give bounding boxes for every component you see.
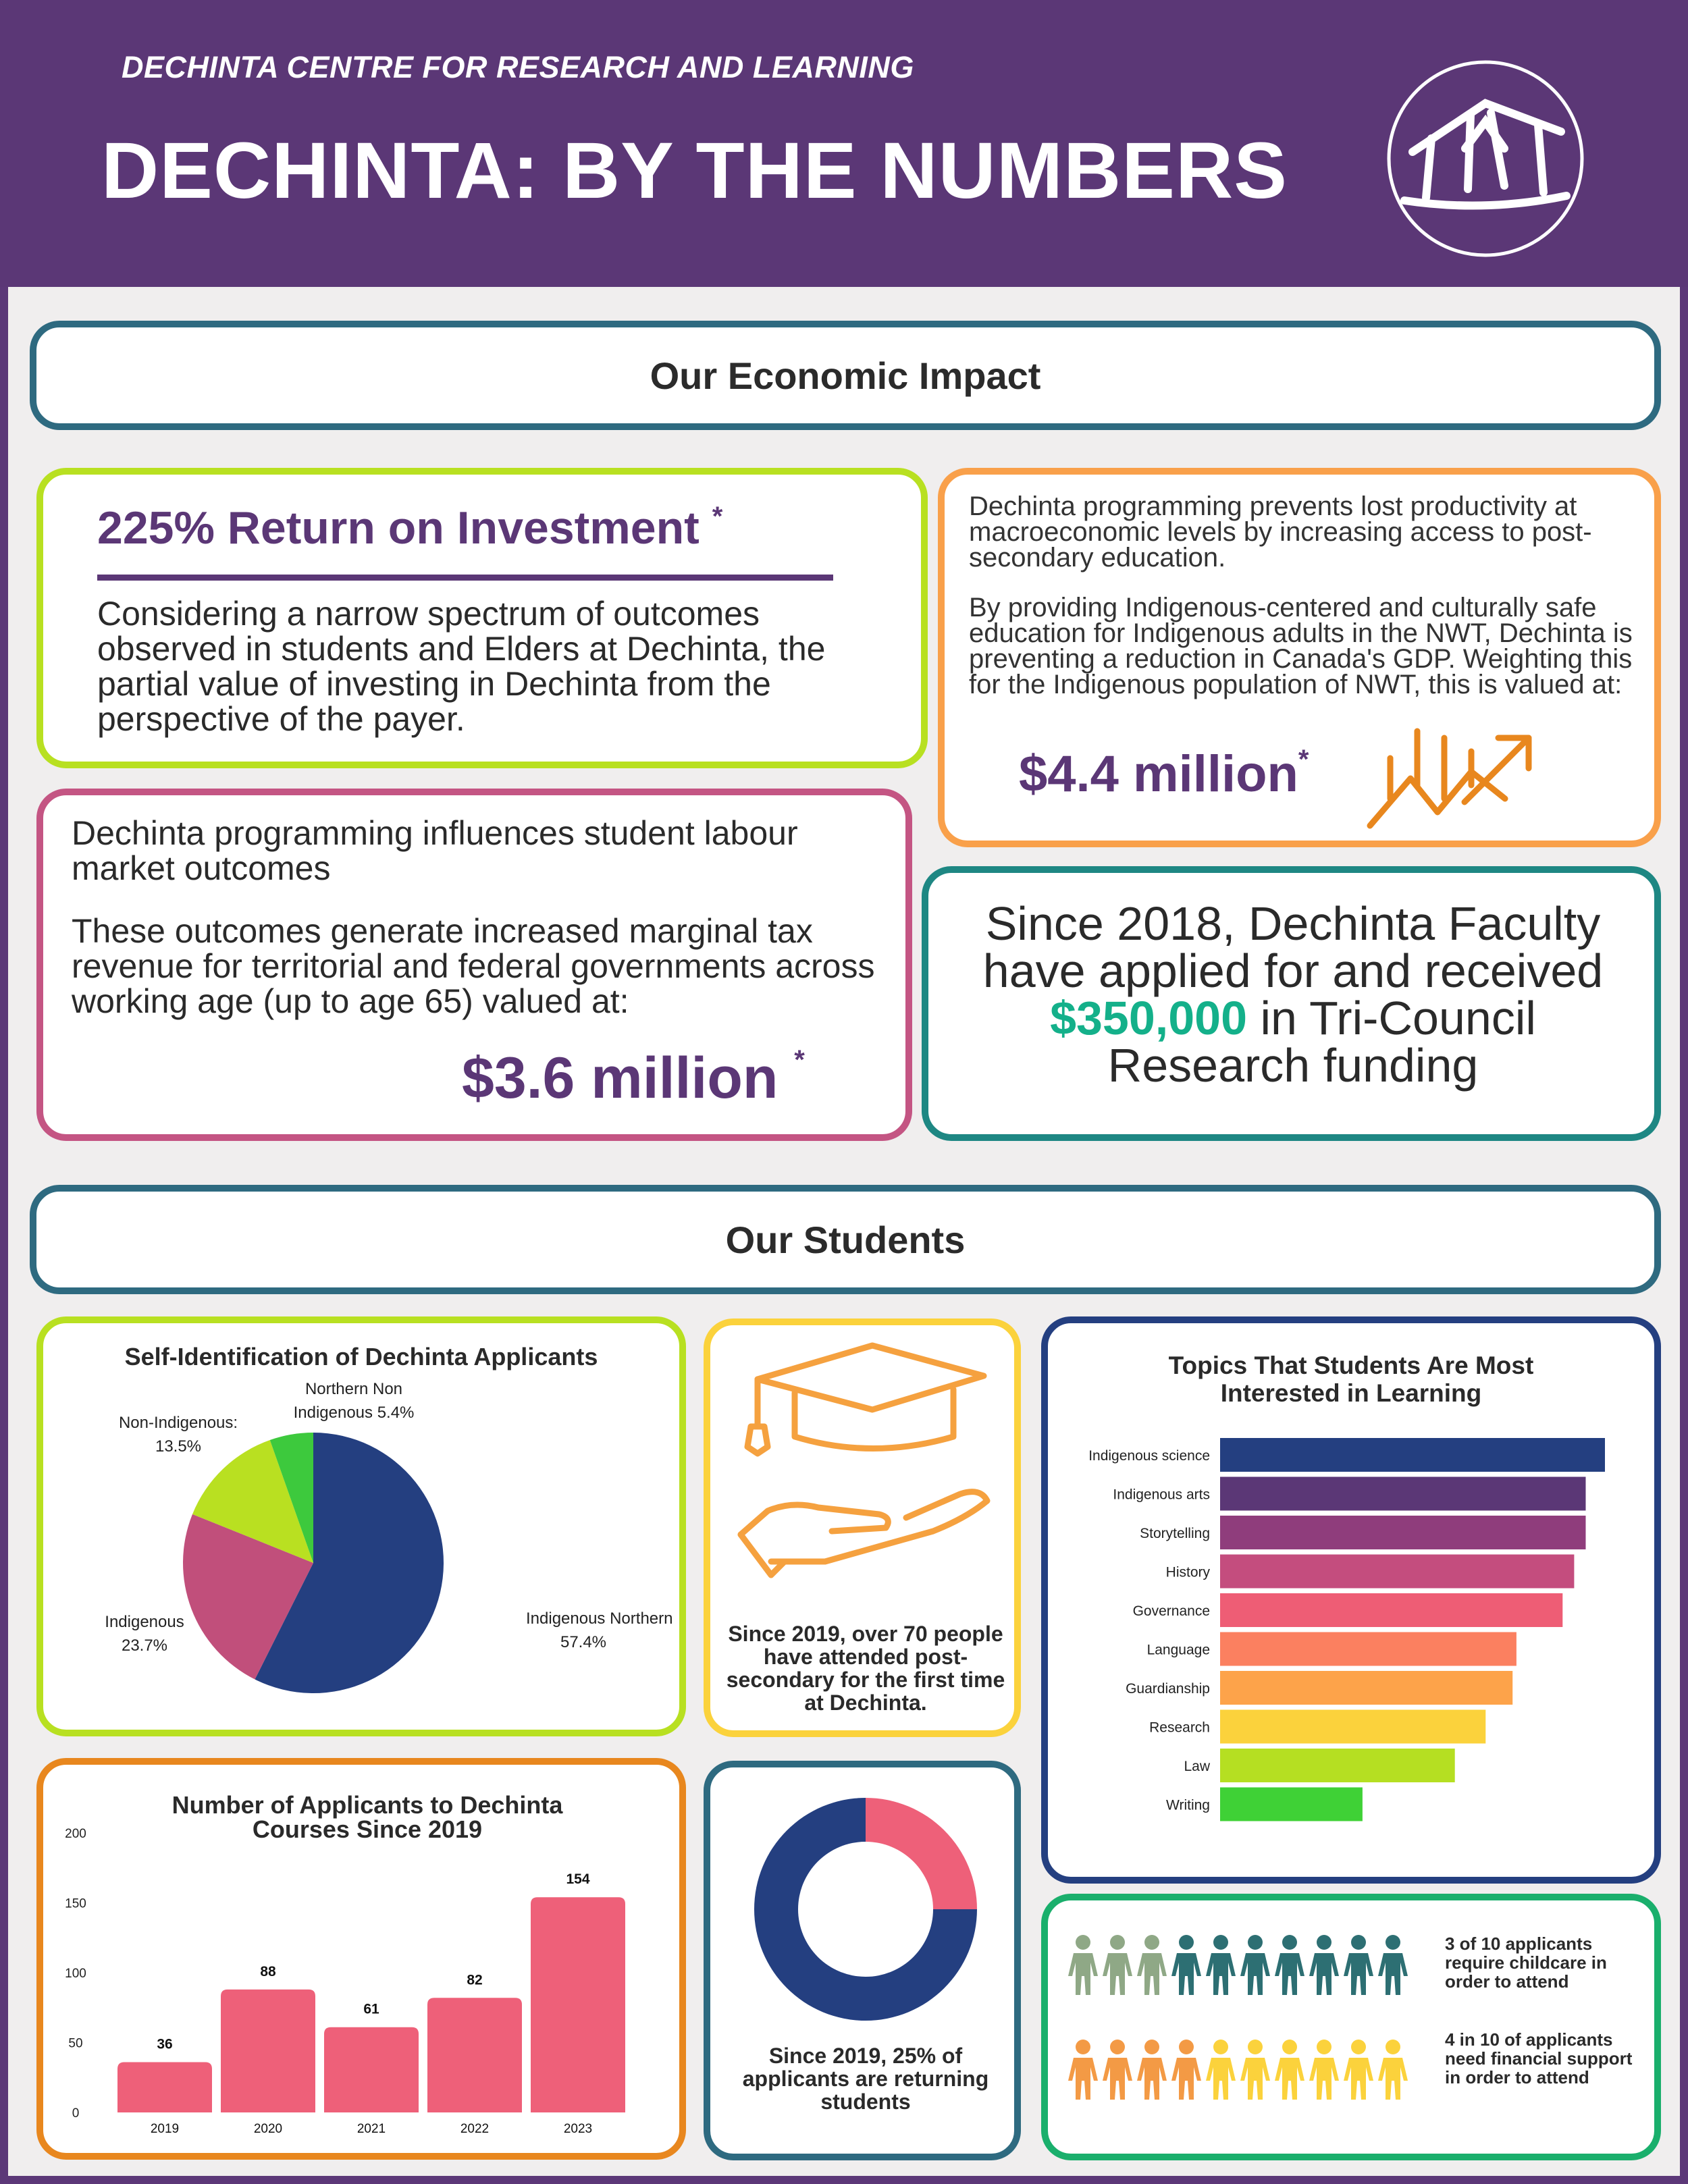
applicant-bar — [117, 2062, 212, 2112]
house-logo-icon — [1384, 57, 1587, 260]
applicant-bar — [531, 1897, 625, 2112]
person-icon — [1068, 2058, 1098, 2100]
person-icon — [1317, 2040, 1331, 2054]
y-tick-label: 100 — [65, 1967, 86, 1981]
self-identification-card — [36, 1316, 686, 1736]
person-icon — [1110, 1935, 1125, 1950]
person-icon — [1275, 2058, 1304, 2100]
funding-card — [922, 866, 1661, 1141]
topics-card — [1041, 1316, 1661, 1884]
person-icon — [1137, 2058, 1167, 2100]
person-icon — [1213, 2040, 1228, 2054]
pie-percent: 23.7% — [121, 1636, 168, 1655]
topic-label: Guardianship — [1126, 1681, 1210, 1697]
person-icon — [1386, 1935, 1400, 1950]
first-time-card — [704, 1319, 1021, 1737]
person-icon — [1076, 1935, 1090, 1950]
person-icon — [1144, 1935, 1159, 1950]
bar-value-label: 154 — [566, 1871, 590, 1888]
topic-label: History — [1165, 1564, 1210, 1580]
applicants-title-line1: Number of Applicants to Dechinta — [172, 1791, 563, 1819]
funding-amount: $350,000 — [1050, 992, 1248, 1044]
person-icon — [1344, 1953, 1373, 1995]
productivity-text-2: By providing Indigenous-centered and culturally safe education for Indigenous adults in the NWT, Dechinta is preventing a reduction in Canada's GDP. Weighting this for the Indigenous population of NWT, this is valued at: — [969, 593, 1633, 699]
funding-text: Since 2018, Dechinta Faculty have applied for and received $350,000 in Tri-Council Research funding — [982, 897, 1604, 1092]
topic-bar — [1220, 1477, 1586, 1511]
y-tick-label: 200 — [65, 1827, 86, 1841]
topic-label: Governance — [1132, 1603, 1210, 1619]
pie-title: Self-Identification of Dechinta Applicants — [124, 1343, 598, 1370]
person-icon — [1144, 2040, 1159, 2054]
person-icon — [1110, 2040, 1125, 2054]
pie-label: Non-Indigenous: — [118, 1414, 238, 1432]
x-tick-label: 2019 — [150, 2122, 180, 2136]
pie-percent: Indigenous 5.4% — [293, 1404, 415, 1422]
topic-bar — [1220, 1710, 1485, 1744]
bar-value-label: 82 — [467, 1972, 483, 1988]
header-banner — [0, 0, 1688, 287]
person-icon — [1378, 1953, 1408, 1995]
financial-stat: 4 in 10 of applicants need financial support in order to attend — [1445, 2029, 1633, 2087]
person-icon — [1068, 1953, 1098, 1995]
person-icon — [1103, 2058, 1132, 2100]
person-icon — [1171, 2058, 1201, 2100]
topic-label: Indigenous arts — [1113, 1487, 1210, 1503]
person-icon — [1076, 2040, 1090, 2054]
labour-card — [36, 789, 912, 1141]
person-icon — [1309, 2058, 1339, 2100]
graduation-cap-hand-icon — [731, 1339, 1001, 1595]
roi-card — [36, 468, 928, 768]
person-icon — [1317, 1935, 1331, 1950]
topic-label: Research — [1149, 1720, 1210, 1736]
person-icon — [1378, 2058, 1408, 2100]
pie-percent: 57.4% — [560, 1633, 607, 1651]
x-tick-label: 2020 — [253, 2122, 283, 2136]
person-icon — [1282, 2040, 1297, 2054]
topic-bar — [1220, 1671, 1512, 1705]
support-needs-card — [1041, 1894, 1661, 2160]
roi-text: Considering a narrow spectrum of outcomes observed in students and Elders at Dechinta, the partial value of investing in Dechinta from the perspective of the payer. — [97, 595, 826, 738]
y-tick-label: 50 — [68, 2036, 83, 2051]
person-icon — [1206, 2058, 1236, 2100]
returning-card — [704, 1761, 1021, 2160]
bar-value-label: 36 — [157, 2036, 173, 2052]
pie-label: Indigenous — [105, 1613, 184, 1631]
topics-title-line2: Interested in Learning — [1220, 1379, 1482, 1407]
person-icon — [1240, 2058, 1270, 2100]
returning-donut-chart — [737, 1781, 994, 2037]
donut-hole — [798, 1842, 933, 1977]
applicants-card — [36, 1758, 686, 2160]
productivity-value: $4.4 million* — [1019, 745, 1309, 803]
labour-value: $3.6 million * — [462, 1045, 805, 1111]
person-icon — [1179, 2040, 1194, 2054]
growth-chart-icon — [1363, 724, 1539, 832]
topic-label: Language — [1146, 1642, 1210, 1658]
content-area — [8, 287, 1680, 2176]
topic-bar — [1220, 1632, 1516, 1666]
labour-text-2: These outcomes generate increased marginal tax revenue for territorial and federal governments across working age (up to age 65) valued at: — [72, 912, 875, 1020]
applicant-bar — [324, 2027, 419, 2112]
x-tick-label: 2021 — [357, 2122, 386, 2136]
students-heading: Our Students — [30, 1185, 1661, 1294]
bar-value-label: 61 — [363, 2001, 379, 2017]
returning-caption: Since 2019, 25% of applicants are returning students — [742, 2044, 989, 2114]
applicant-bar — [221, 1990, 315, 2112]
person-icon — [1282, 1935, 1297, 1950]
person-icon — [1206, 1953, 1236, 1995]
person-icon — [1248, 2040, 1263, 2054]
x-tick-label: 2023 — [563, 2122, 593, 2136]
person-icon — [1351, 2040, 1366, 2054]
pie-label: Indigenous Northern — [526, 1609, 673, 1628]
topic-bar — [1220, 1516, 1586, 1549]
person-icon — [1171, 1953, 1201, 1995]
person-icon — [1213, 1935, 1228, 1950]
person-icon — [1309, 1953, 1339, 1995]
person-icon — [1351, 1935, 1366, 1950]
applicants-bar-chart — [43, 1765, 679, 2153]
topic-bar — [1220, 1438, 1605, 1472]
topic-bar — [1220, 1555, 1574, 1589]
page-title: DECHINTA: BY THE NUMBERS — [101, 126, 1288, 215]
roi-underline — [97, 575, 833, 581]
person-icon — [1386, 2040, 1400, 2054]
first-time-caption: Since 2019, over 70 people have attended post-secondary for the first time at Dechinta. — [726, 1622, 1005, 1715]
people-icon-rows — [1068, 1921, 1433, 2143]
topic-label: Storytelling — [1140, 1526, 1210, 1541]
person-icon — [1344, 2058, 1373, 2100]
roi-title: 225% Return on Investment * — [97, 502, 723, 554]
topic-bar — [1220, 1749, 1455, 1782]
y-tick-label: 0 — [72, 2106, 80, 2121]
childcare-stat: 3 of 10 applicants require childcare in order to attend — [1445, 1934, 1607, 1992]
productivity-card — [938, 468, 1661, 847]
productivity-text-1: Dechinta programming prevents lost productivity at macroeconomic levels by increasing access to post-secondary education. — [969, 491, 1592, 572]
y-tick-label: 150 — [65, 1896, 86, 1911]
pie-label: Northern Non — [305, 1380, 403, 1398]
topic-bar — [1220, 1593, 1562, 1627]
topic-label: Indigenous science — [1088, 1448, 1210, 1464]
org-name: DECHINTA CENTRE FOR RESEARCH AND LEARNING — [122, 50, 914, 84]
person-icon — [1240, 1953, 1270, 1995]
x-tick-label: 2022 — [460, 2122, 490, 2136]
topics-bar-chart — [1048, 1323, 1654, 1877]
labour-text-1: Dechinta programming influences student labour market outcomes — [72, 814, 798, 887]
bar-value-label: 88 — [260, 1963, 276, 1979]
topic-bar — [1220, 1788, 1363, 1821]
person-icon — [1179, 1935, 1194, 1950]
person-icon — [1275, 1953, 1304, 1995]
person-icon — [1103, 1953, 1132, 1995]
economic-impact-heading: Our Economic Impact — [30, 321, 1661, 430]
applicant-bar — [427, 1998, 522, 2112]
person-icon — [1137, 1953, 1167, 1995]
applicants-title-line2: Courses Since 2019 — [252, 1815, 483, 1843]
topic-label: Law — [1184, 1759, 1210, 1774]
topic-label: Writing — [1166, 1797, 1210, 1813]
topics-title-line1: Topics That Students Are Most — [1168, 1352, 1534, 1379]
pie-percent: 13.5% — [155, 1437, 202, 1456]
person-icon — [1248, 1935, 1263, 1950]
self-identification-pie-chart — [43, 1323, 679, 1730]
